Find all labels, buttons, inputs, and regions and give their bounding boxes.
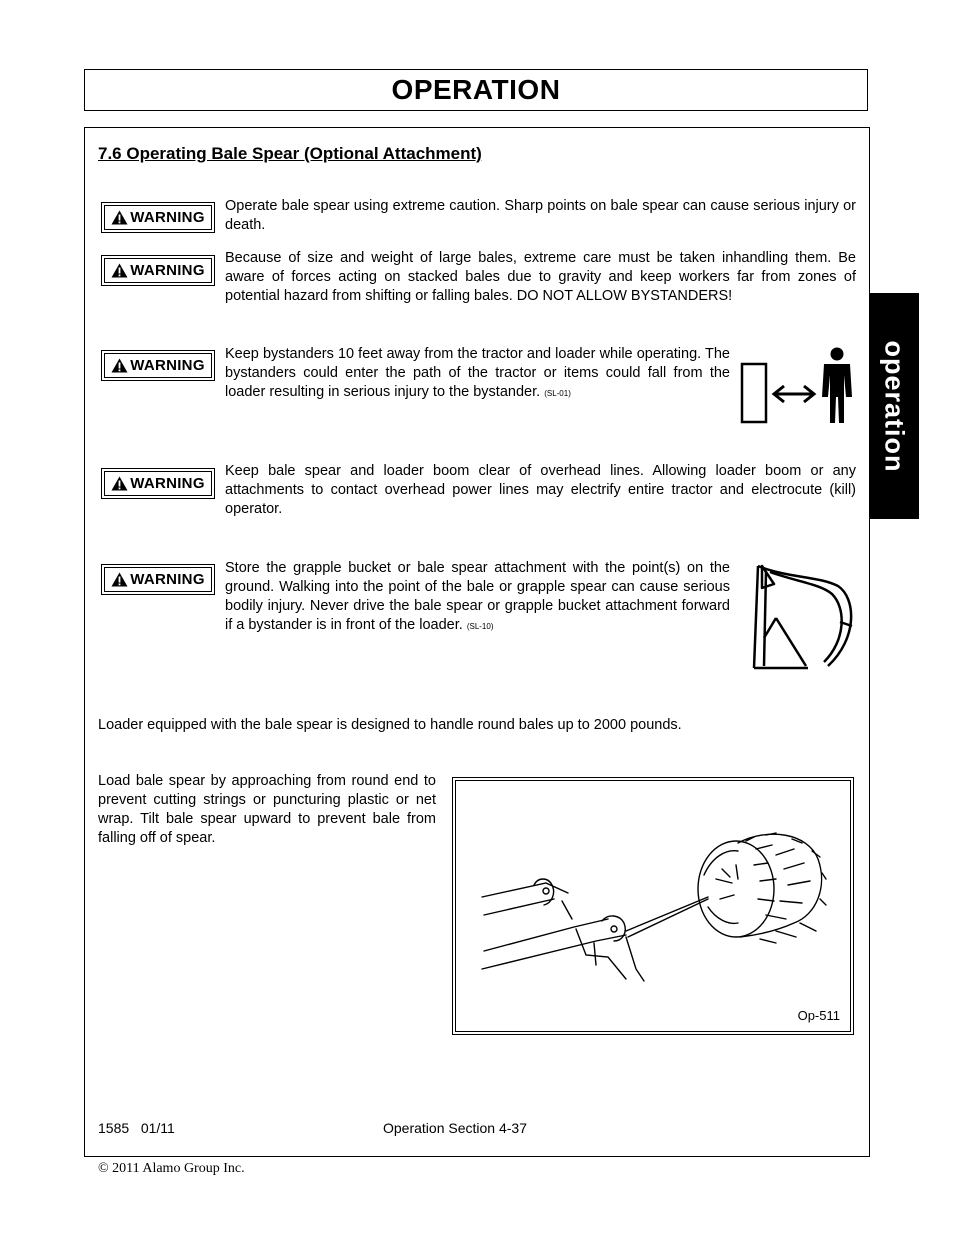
copyright-text: © 2011 Alamo Group Inc. bbox=[98, 1161, 245, 1176]
warning-badge-label: WARNING bbox=[130, 571, 205, 588]
page-header bbox=[84, 69, 868, 111]
capacity-text: Loader equipped with the bale spear is designed to handle round bales up to 2000 pounds. bbox=[98, 717, 682, 733]
warning-text: Keep bale spear and loader boom clear of overhead lines. Allowing loader boom or any attachments to contact overhead power lines may electrify entire tractor and electrocute (kill) operator. bbox=[225, 463, 856, 517]
warning-text: Store the grapple bucket or bale spear attachment with the point(s) on the ground. Walking into the point of the bale or grapple spear can cause serious bodily injury. Never drive the bale spear or grapple bucket attachment forward if a bystander is in front of the loader. (SL-10) bbox=[225, 560, 730, 633]
alert-triangle-icon bbox=[111, 572, 128, 587]
figure-frame bbox=[452, 777, 854, 1035]
alert-triangle-icon bbox=[111, 210, 128, 225]
footer-model: 1585 01/11 bbox=[98, 1120, 175, 1136]
warning-text: Because of size and weight of large bales, extreme care must be taken inhandling them. Be aware of forces acting on stacked bales due to gravity and keep workers far from zones of potential hazard from shifting or falling bales. DO NOT ALLOW BYSTANDERS! bbox=[225, 250, 856, 304]
alert-triangle-icon bbox=[111, 476, 128, 491]
footer-section: Operation Section 4-37 bbox=[383, 1120, 527, 1136]
warning-badge bbox=[101, 564, 215, 595]
warning-badge bbox=[101, 468, 215, 499]
section-title: 7.6 Operating Bale Spear (Optional Attachment) bbox=[98, 144, 482, 163]
figure-label: Op-511 bbox=[797, 1008, 840, 1023]
warning-badge-label: WARNING bbox=[130, 262, 205, 279]
warning-code: (SL-10) bbox=[466, 622, 494, 631]
approach-text: Load bale spear by approaching from round end to prevent cutting strings or puncturing plastic or net wrap. Tilt bale spear upward to prevent bale from falling off of spear. bbox=[98, 773, 436, 846]
warning-badge-label: WARNING bbox=[130, 357, 205, 374]
warning-text: Keep bystanders 10 feet away from the tractor and loader while operating. The bystanders could enter the path of the tractor or items could fall from the loader resulting in serious injury to the bystander. (SL-01) bbox=[225, 346, 730, 400]
warning-badge bbox=[101, 202, 215, 233]
warning-code: (SL-01) bbox=[544, 389, 571, 398]
bale-spear-illustration bbox=[476, 819, 836, 989]
bystander-distance-illustration bbox=[738, 345, 858, 427]
warning-badge bbox=[101, 350, 215, 381]
side-tab-label: operation bbox=[879, 339, 910, 473]
warning-badge bbox=[101, 255, 215, 286]
alert-triangle-icon bbox=[111, 358, 128, 373]
alert-triangle-icon bbox=[111, 263, 128, 278]
page-title: OPERATION bbox=[391, 74, 561, 105]
warning-badge-label: WARNING bbox=[130, 209, 205, 226]
warning-badge-label: WARNING bbox=[130, 475, 205, 492]
warning-text: Operate bale spear using extreme caution. Sharp points on bale spear can cause serious injury or death. bbox=[225, 198, 856, 233]
grapple-bucket-illustration bbox=[748, 558, 858, 673]
side-tab bbox=[869, 293, 919, 519]
